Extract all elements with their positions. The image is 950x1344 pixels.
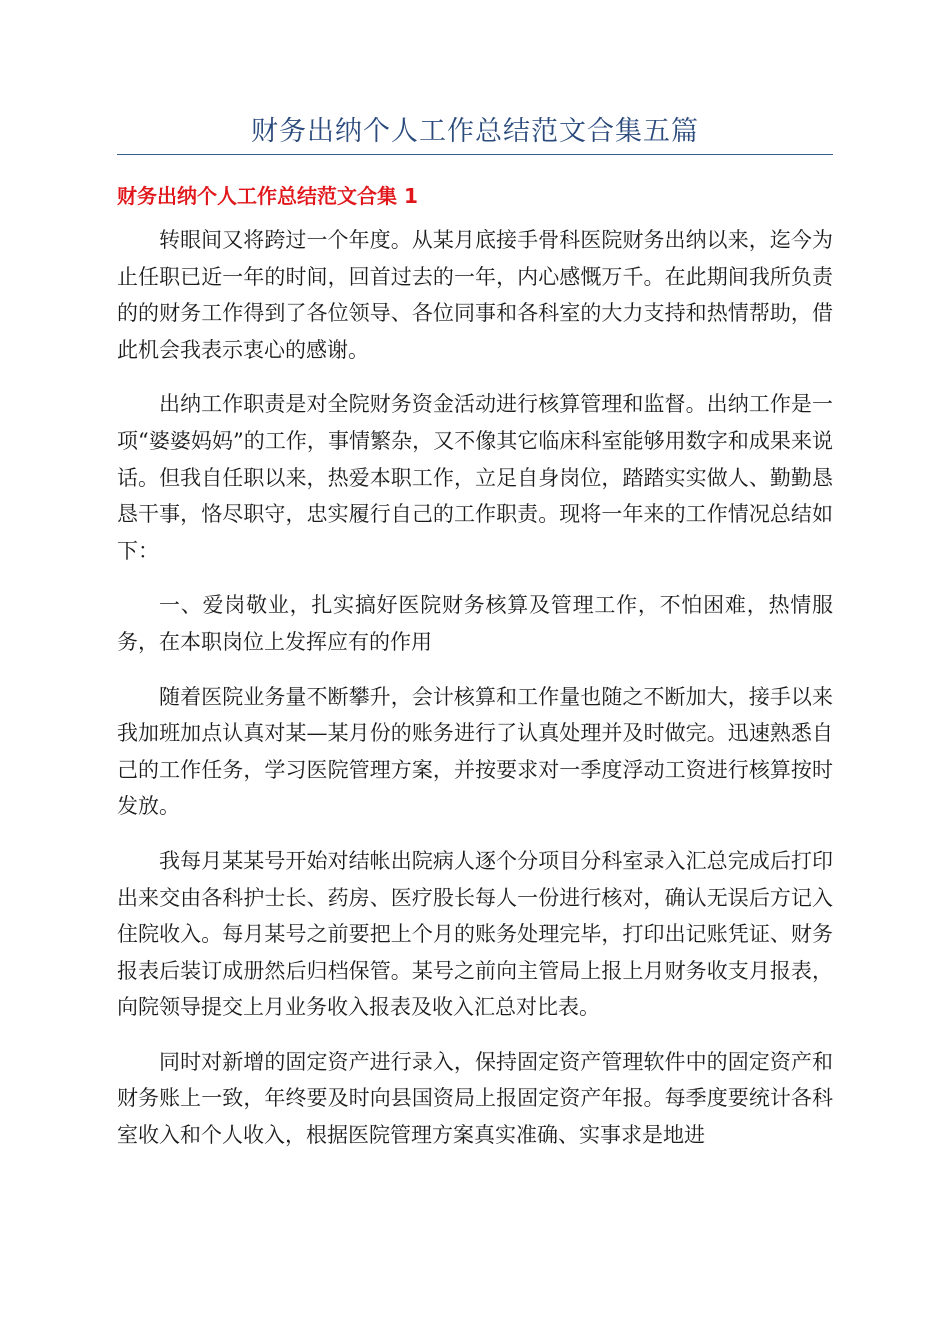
paragraph: 我每月某某号开始对结帐出院病人逐个分项目分科室录入汇总完成后打印出来交由各科护士长、药房、医疗股长每人一份进行核对，确认无误后方记入住院收入。每月某号之前要把上个月的账务处理完毕，打印出记账凭证、财务报表后装订成册然后归档保管。某号之前向主管局上报上月财务收支月报表，向院领导提交上月业务收入报表及收入汇总对比表。: [117, 848, 833, 1020]
paragraph: 随着医院业务量不断攀升，会计核算和工作量也随之不断加大，接手以来我加班加点认真对某—某月份的账务进行了认真处理并及时做完。迅速熟悉自己的工作任务，学习医院管理方案，并按要求对一季度浮动工资进行核算按时发放。: [117, 684, 833, 819]
title-underline: [117, 154, 833, 155]
body-text: [117, 222, 833, 1172]
paragraph: 出纳工作职责是对全院财务资金活动进行核算管理和监督。出纳工作是一项“婆婆妈妈”的工作，事情繁杂，又不像其它临床科室能够用数字和成果来说话。但我自任职以来，热爱本职工作，立足自身岗位，踏踏实实做人、勤勤恳恳干事，恪尽职守，忠实履行自己的工作职责。现将一年来的工作情况总结如下：: [117, 392, 833, 563]
paragraph: 一、爱岗敬业，扎实搞好医院财务核算及管理工作，不怕困难，热情服务，在本职岗位上发挥应有的作用: [117, 593, 833, 654]
section-heading: 财务出纳个人工作总结范文合集 1: [117, 184, 418, 208]
paragraph: 同时对新增的固定资产进行录入，保持固定资产管理软件中的固定资产和财务账上一致，年终要及时向县国资局上报固定资产年报。每季度要统计各科室收入和个人收入，根据医院管理方案真实准确、实事求是地进: [117, 1049, 833, 1148]
paragraph: 转眼间又将跨过一个年度。从某月底接手骨科医院财务出纳以来，迄今为止任职已近一年的时间，回首过去的一年，内心感慨万千。在此期间我所负责的的财务工作得到了各位领导、各位同事和各科室的大力支持和热情帮助，借此机会我表示衷心的感谢。: [117, 228, 833, 362]
document-title: 财务出纳个人工作总结范文合集五篇: [251, 116, 699, 147]
